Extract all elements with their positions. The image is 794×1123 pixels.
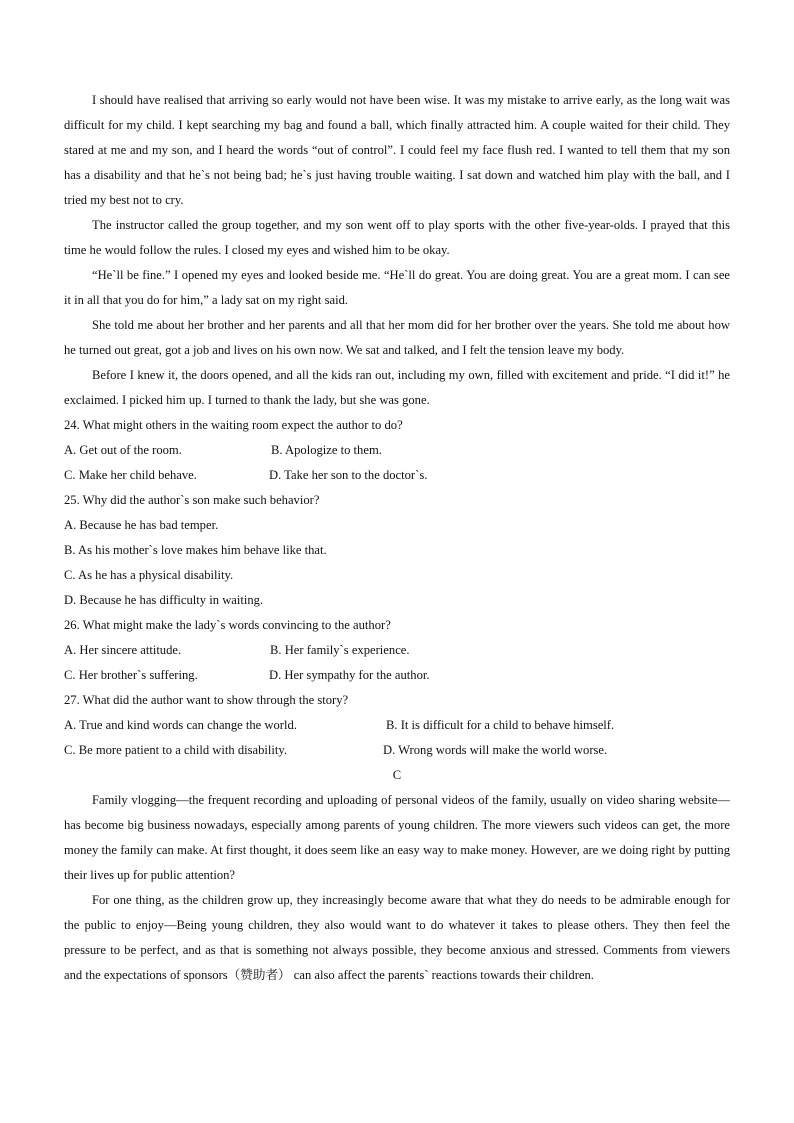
passage-paragraph: For one thing, as the children grow up, they increasingly become aware that what they do needs to be admirable enough for the public to enjoy—Being young children, they also would want to do whatever it takes to please others. They then feel the pressure to be perfect, and as that is something not always possible, they become anxious and stressed. Comments from viewers and the expectations of sponsors（赞助者） can also affect the parents` reactions towards their children. [64,893,730,982]
question-stem: 26. What might make the lady`s words convincing to the author? [64,618,391,632]
question-26 [64,613,730,688]
option-b: B. Apologize to them. [271,443,382,457]
option-d: D. Take her son to the doctor`s. [269,468,428,482]
question-stem: 27. What did the author want to show through the story? [64,693,349,707]
option-row [64,638,730,663]
option-c: C. Be more patient to a child with disability. [64,743,288,757]
question-stem: 25. Why did the author`s son make such behavior? [64,493,320,507]
option-a: A. Her sincere attitude. [64,643,182,657]
option-b: B. As his mother`s love makes him behave like that. [64,543,327,557]
option-row [64,738,730,763]
passage-paragraph: The instructor called the group together, and my son went off to play sports with the other five-year-olds. I prayed that this time he would follow the rules. I closed my eyes and wished him to be okay. [64,218,730,257]
question-24 [64,413,730,488]
option-b: B. Her family`s experience. [270,643,410,657]
option-d: D. Because he has difficulty in waiting. [64,593,264,607]
passage-paragraph: Family vlogging—the frequent recording and uploading of personal videos of the family, usually on video sharing website—has become big business nowadays, especially among parents of young children. The more viewers such videos can get, the more money the family can make. At first thought, it does seem like an easy way to make money. However, are we doing right by putting their lives up for public attention? [64,793,730,882]
option-d: D. Wrong words will make the world worse. [383,743,608,757]
passage-c [64,763,730,988]
question-25 [64,488,730,613]
exam-page [64,88,730,988]
option-row [64,463,730,488]
option-row [64,713,730,738]
option-c: C. As he has a physical disability. [64,568,234,582]
passage-paragraph: “He`ll be fine.” I opened my eyes and looked beside me. “He`ll do great. You are doing great. You are a great mom. I can see it in all that you do for him,” a lady sat on my right said. [64,268,730,307]
passage-paragraph: I should have realised that arriving so early would not have been wise. It was my mistake to arrive early, as the long wait was difficult for my child. I kept searching my bag and found a ball, which finally attracted him. A couple waited for their child. They stared at me and my son, and I heard the words “out of control”. I could feel my face flush red. I wanted to tell them that my son has a disability and that he`s not being bad; he`s just having trouble waiting. I sat down and watched him play with the ball, and I tried my best not to cry. [64,93,730,207]
question-27 [64,688,730,763]
option-a: A. Because he has bad temper. [64,518,219,532]
option-d: D. Her sympathy for the author. [269,668,430,682]
passage-paragraph: Before I knew it, the doors opened, and all the kids ran out, including my own, filled with excitement and pride. “I did it!” he exclaimed. I picked him up. I turned to thank the lady, but she was gone. [64,368,730,407]
option-row [64,438,730,463]
question-stem: 24. What might others in the waiting room expect the author to do? [64,418,403,432]
section-heading: C [392,768,402,782]
option-a: A. True and kind words can change the world. [64,718,297,732]
passage-paragraph: She told me about her brother and her parents and all that her mom did for her brother over the years. She told me about how he turned out great, got a job and lives on his own now. We sat and talked, and I felt the tension leave my body. [64,318,730,357]
option-c: C. Her brother`s suffering. [64,668,198,682]
option-b: B. It is difficult for a child to behave himself. [386,718,615,732]
option-c: C. Make her child behave. [64,468,197,482]
passage-b [64,88,730,413]
option-row [64,663,730,688]
option-a: A. Get out of the room. [64,443,182,457]
